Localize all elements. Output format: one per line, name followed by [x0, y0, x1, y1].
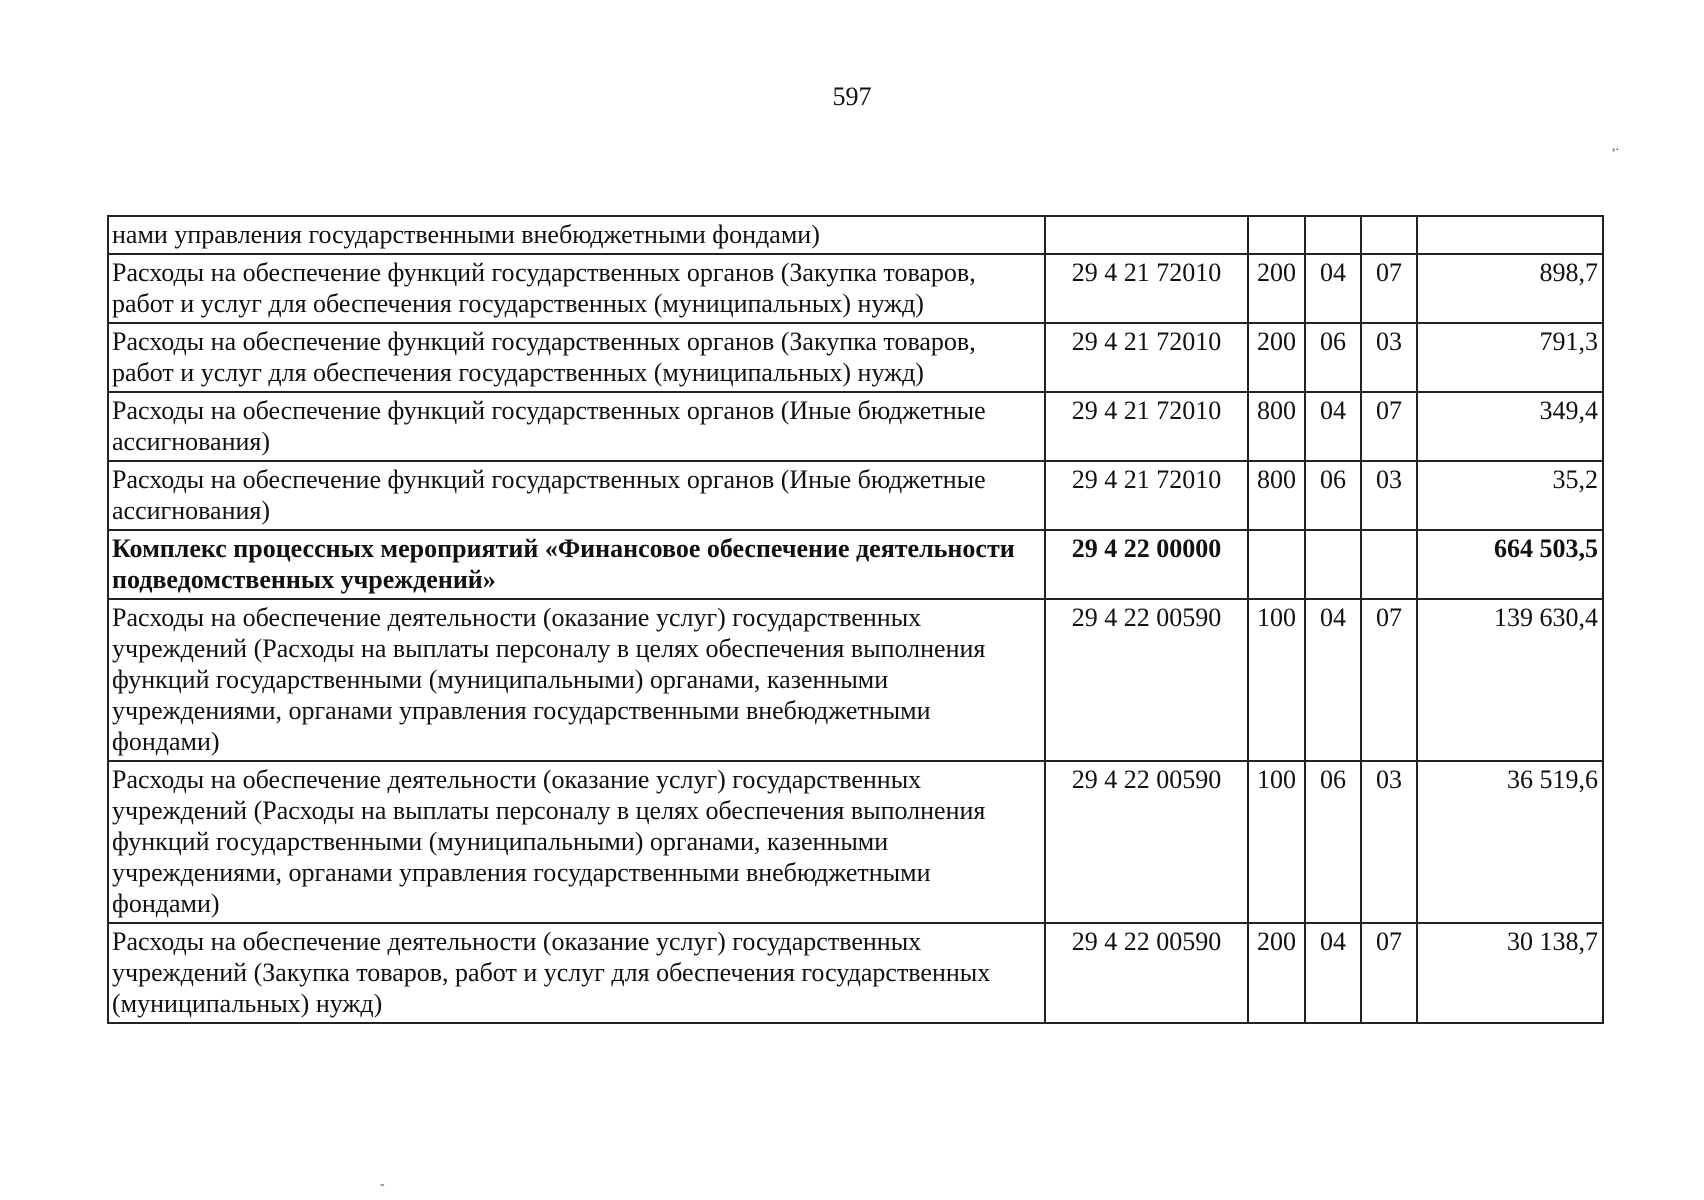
section-code	[1305, 216, 1361, 254]
amount: 36 519,6	[1417, 761, 1603, 923]
table-row	[108, 323, 1603, 392]
row-description: Расходы на обеспечение деятельности (оказание услуг) государственных учреждений (Закупка товаров, работ и услуг для обеспечения государственных (муниципальных) нужд)	[108, 923, 1045, 1023]
section-code: 06	[1305, 761, 1361, 923]
amount: 30 138,7	[1417, 923, 1603, 1023]
expense-type-code: 100	[1248, 761, 1305, 923]
page-number: 597	[832, 82, 872, 111]
target-article-code: 29 4 21 72010	[1045, 461, 1248, 530]
section-code: 04	[1305, 254, 1361, 323]
amount	[1417, 216, 1603, 254]
row-description: Расходы на обеспечение функций государственных органов (Закупка товаров, работ и услуг для обеспечения государственных (муниципальных) нужд)	[108, 254, 1045, 323]
amount: 139 630,4	[1417, 599, 1603, 761]
scan-artifact: ,.	[1612, 139, 1619, 154]
subsection-code: 07	[1361, 923, 1417, 1023]
expense-type-code: 800	[1248, 392, 1305, 461]
row-description: Расходы на обеспечение функций государственных органов (Иные бюджетные ассигнования)	[108, 461, 1045, 530]
expense-type-code: 200	[1248, 923, 1305, 1023]
subsection-code: 03	[1361, 761, 1417, 923]
subsection-code: 07	[1361, 392, 1417, 461]
table-row-program-total	[108, 530, 1603, 599]
amount: 35,2	[1417, 461, 1603, 530]
section-code: 06	[1305, 461, 1361, 530]
section-code	[1305, 530, 1361, 599]
expense-type-code: 800	[1248, 461, 1305, 530]
section-code: 04	[1305, 923, 1361, 1023]
amount: 349,4	[1417, 392, 1603, 461]
table-row	[108, 599, 1603, 761]
amount: 898,7	[1417, 254, 1603, 323]
section-code: 04	[1305, 599, 1361, 761]
budget-expenditure-table	[107, 215, 1604, 1024]
target-article-code: 29 4 22 00590	[1045, 599, 1248, 761]
row-description: Комплекс процессных мероприятий «Финансовое обеспечение деятельности подведомственных учреждений»	[108, 530, 1045, 599]
target-article-code: 29 4 22 00000	[1045, 530, 1248, 599]
row-description: Расходы на обеспечение функций государственных органов (Иные бюджетные ассигнования)	[108, 392, 1045, 461]
table-row	[108, 392, 1603, 461]
target-article-code: 29 4 21 72010	[1045, 254, 1248, 323]
section-code: 04	[1305, 392, 1361, 461]
row-description: Расходы на обеспечение функций государственных органов (Закупка товаров, работ и услуг для обеспечения государственных (муниципальных) нужд)	[108, 323, 1045, 392]
subsection-code	[1361, 216, 1417, 254]
table-row	[108, 216, 1603, 254]
table-row	[108, 254, 1603, 323]
expense-type-code: 100	[1248, 599, 1305, 761]
section-code: 06	[1305, 323, 1361, 392]
target-article-code	[1045, 216, 1248, 254]
row-description: Расходы на обеспечение деятельности (оказание услуг) государственных учреждений (Расходы на выплаты персоналу в целях обеспечения выполнения функций государственными (муниципальными) органами, казенными учреждениями, органами управления государственными внебюджетными фондами)	[108, 761, 1045, 923]
row-description: нами управления государственными внебюджетными фондами)	[108, 216, 1045, 254]
expense-type-code	[1248, 216, 1305, 254]
subsection-code: 07	[1361, 254, 1417, 323]
expense-type-code: 200	[1248, 323, 1305, 392]
subsection-code: 07	[1361, 599, 1417, 761]
target-article-code: 29 4 22 00590	[1045, 761, 1248, 923]
subsection-code	[1361, 530, 1417, 599]
target-article-code: 29 4 22 00590	[1045, 923, 1248, 1023]
target-article-code: 29 4 21 72010	[1045, 323, 1248, 392]
expense-type-code: 200	[1248, 254, 1305, 323]
amount: 664 503,5	[1417, 530, 1603, 599]
amount: 791,3	[1417, 323, 1603, 392]
subsection-code: 03	[1361, 323, 1417, 392]
scan-artifact: -	[380, 1177, 385, 1192]
row-description: Расходы на обеспечение деятельности (оказание услуг) государственных учреждений (Расходы на выплаты персоналу в целях обеспечения выполнения функций государственными (муниципальными) органами, казенными учреждениями, органами управления государственными внебюджетными фондами)	[108, 599, 1045, 761]
subsection-code: 03	[1361, 461, 1417, 530]
table-row	[108, 761, 1603, 923]
table-row	[108, 923, 1603, 1023]
table-row	[108, 461, 1603, 530]
expense-type-code	[1248, 530, 1305, 599]
target-article-code: 29 4 21 72010	[1045, 392, 1248, 461]
